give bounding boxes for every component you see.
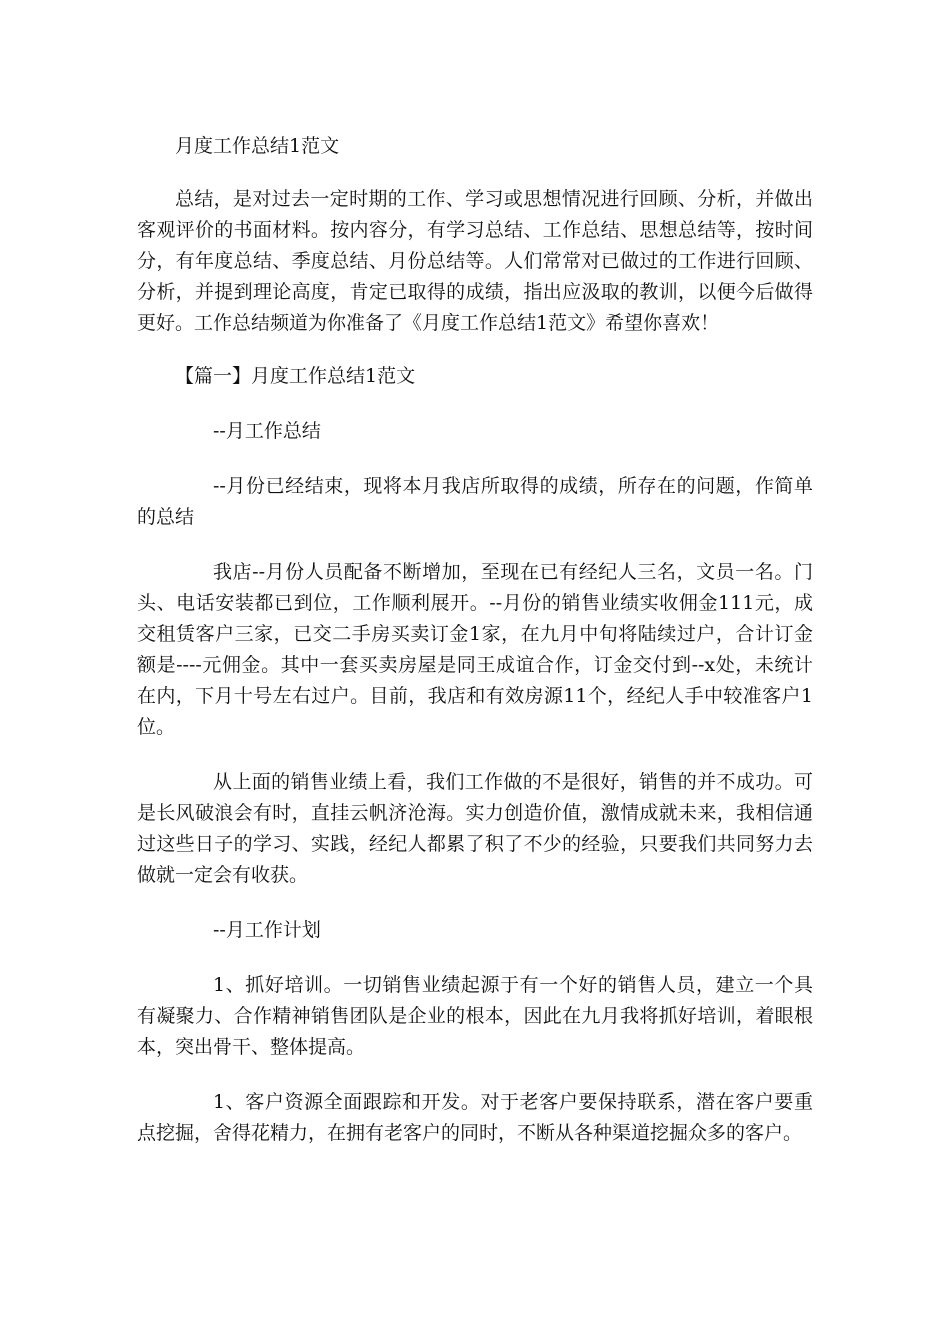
plan-item-training: 1、抓好培训。一切销售业绩起源于有一个好的销售人员，建立一个具有凝聚力、合作精神销售团队是企业的根本，因此在九月我将抓好培训，着眼根本，突出骨干、整体提高。 xyxy=(137,974,813,1058)
document-title: 月度工作总结1范文 xyxy=(175,135,340,157)
staff-paragraph: 我店--月份人员配备不断增加，至现在已有经纪人三名，文员一名。门头、电话安装都已到位，工作顺利展开。--月份的销售业绩实收佣金111元，成交租赁客户三家，已交二手房买卖订金1家，在九月中旬将陆续过户，合计订金额是----元佣金。其中一套买卖房屋是同王成谊合作，订金交付到--x处，未统计在内，下月十号左右过户。目前，我店和有效房源11个，经纪人手中较准客户1位。 xyxy=(137,561,813,738)
document-page xyxy=(137,131,813,1149)
summary-subheading: --月工作总结 xyxy=(213,420,321,442)
outlook-paragraph: 从上面的销售业绩上看，我们工作做的不是很好，销售的并不成功。可是长风破浪会有时，直挂云帆济沧海。实力创造价值，激情成就未来，我相信通过这些日子的学习、实践，经纪人都累了积了不少的经验，只要我们共同努力去做就一定会有收获。 xyxy=(137,771,813,886)
summary-intro-paragraph: --月份已经结束，现将本月我店所取得的成绩，所存在的问题，作简单的总结 xyxy=(137,475,813,528)
plan-item-clients: 1、客户资源全面跟踪和开发。对于老客户要保持联系，潜在客户要重点挖掘，舍得花精力，在拥有老客户的同时，不断从各种渠道挖掘众多的客户。 xyxy=(137,1091,813,1144)
section-heading: 【篇一】月度工作总结1范文 xyxy=(175,365,416,387)
intro-paragraph: 总结，是对过去一定时期的工作、学习或思想情况进行回顾、分析，并做出客观评价的书面材料。按内容分，有学习总结、工作总结、思想总结等，按时间分，有年度总结、季度总结、月份总结等。人们常常对已做过的工作进行回顾、分析，并提到理论高度，肯定已取得的成绩，指出应汲取的教训，以便今后做得更好。工作总结频道为你准备了《月度工作总结1范文》希望你喜欢！ xyxy=(137,188,813,334)
plan-subheading: --月工作计划 xyxy=(213,919,321,941)
